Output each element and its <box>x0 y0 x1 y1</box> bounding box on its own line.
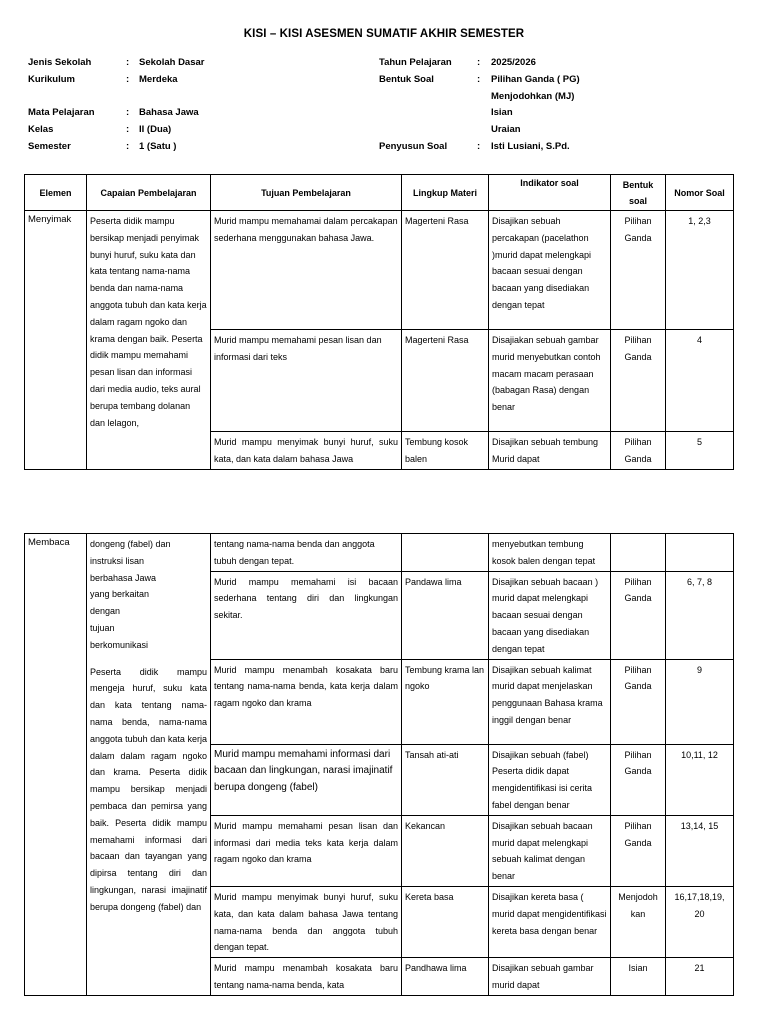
value-kurikulum: Merdeka <box>139 74 178 85</box>
nomor-cell: 21 <box>666 958 734 996</box>
colon: : <box>126 107 130 118</box>
bentuk-cell: Pilihan Ganda <box>611 571 666 659</box>
label-penyusun-soal: Penyusun Soal <box>379 141 448 152</box>
colon: : <box>477 74 481 85</box>
indikator-cell: Disajikan sebuah bacaan murid dapat melengkapi sebuah kalimat dengan benar <box>489 815 611 886</box>
tujuan-cell: Murid mampu menyimak bunyi huruf, suku kata, dan kata dalam bahasa Jawa tentang nama-nama benda dan anggota tubuh dengan tepat. <box>211 886 402 957</box>
colon: : <box>126 141 130 152</box>
table-row <box>25 211 734 330</box>
header-bentuk: Bentuk soal <box>611 175 666 211</box>
label-kelas: Kelas <box>28 124 54 135</box>
tujuan-cell: Murid mampu memahami isi bacaan sederhana tentang diri dan lingkungan sekitar. <box>211 571 402 659</box>
lingkup-cell: Tembung kosok balen <box>402 432 489 470</box>
lingkup-cell: Pandawa lima <box>402 571 489 659</box>
colon: : <box>477 141 481 152</box>
document-title: KISI – KISI ASESMEN SUMATIF AKHIR SEMESTER <box>243 28 525 40</box>
value-mata-pelajaran: Bahasa Jawa <box>139 107 199 118</box>
value-tahun-pelajaran: 2025/2026 <box>491 57 536 68</box>
tujuan-cell: Murid mampu memahami informasi dari bacaan dan lingkungan, narasi imajinatif berupa dongeng (fabel) <box>211 744 402 815</box>
table-header-row <box>25 175 734 211</box>
header-capaian: Capaian Pembelajaran <box>87 175 211 211</box>
nomor-cell: 13,14, 15 <box>666 815 734 886</box>
nomor-cell <box>666 534 734 572</box>
indikator-cell: Disajikan sebuah kalimat murid dapat menjelaskan penggunaan Bahasa krama inggil dengan benar <box>489 659 611 744</box>
nomor-cell: 16,17,18,19, 20 <box>666 886 734 957</box>
bentuk-cell: Pilihan Ganda <box>611 744 666 815</box>
tujuan-cell: Murid mampu memahami pesan lisan dan informasi dari teks <box>211 330 402 432</box>
nomor-cell: 4 <box>666 330 734 432</box>
label-bentuk-soal: Bentuk Soal <box>379 74 434 85</box>
nomor-cell: 10,11, 12 <box>666 744 734 815</box>
kisi-table-page-1 <box>24 174 734 470</box>
indikator-cell: Disajikan sebuah bacaan ) murid dapat melengkapi bacaan sesuai dengan bacaan yang disediakan dengan tepat <box>489 571 611 659</box>
value-bentuk-soal-uraian: Uraian <box>491 124 521 135</box>
nomor-cell: 1, 2,3 <box>666 211 734 330</box>
header-lingkup: Lingkup Materi <box>402 175 489 211</box>
bentuk-cell: Pilihan Ganda <box>611 330 666 432</box>
header-nomor: Nomor Soal <box>666 175 734 211</box>
value-bentuk-soal-pg: Pilihan Ganda ( PG) <box>491 74 580 85</box>
elemen-cell: Menyimak <box>25 211 87 470</box>
lingkup-cell: Magerteni Rasa <box>402 330 489 432</box>
header-tujuan: Tujuan Pembelajaran <box>211 175 402 211</box>
capaian-text-membaca: Peserta didik mampu mengeja huruf, suku kata dan kata tentang nama-nama benda, nama-nama anggota tubuh dan kata kerja dalam dalam ragam ngoko dan krama. Peserta didik mampu bersikap menjadi pembaca dan pemirsa yang baik. Peserta didik mampu memahami informasi dari bacaan dan tayangan yang dipirsa tentang diri dan lingkungan, narasi imajinatif berupa dongeng (fabel) dan <box>90 666 207 912</box>
capaian-cell <box>87 534 211 996</box>
header-elemen: Elemen <box>25 175 87 211</box>
indikator-cell: Disajiakan sebuah gambar murid menyebutkan contoh macam macam perasaan (babagan Rasa) dengan benar <box>489 330 611 432</box>
tujuan-cell: Murid mampu memahami pesan lisan dan informasi dari media teks kata kerja dalam ragam ngoko dan krama <box>211 815 402 886</box>
value-semester: 1 (Satu ) <box>139 141 177 152</box>
bentuk-cell <box>611 534 666 572</box>
label-mata-pelajaran: Mata Pelajaran <box>28 107 95 118</box>
value-bentuk-soal-mj: Menjodohkan (MJ) <box>491 91 575 102</box>
colon: : <box>126 74 130 85</box>
label-kurikulum: Kurikulum <box>28 74 75 85</box>
tujuan-cell: Murid mampu menambah kosakata baru tentang nama-nama benda, kata kerja dalam ragam ngoko dan krama <box>211 659 402 744</box>
tujuan-cell: Murid mampu menambah kosakata baru tentang nama-nama benda, kata <box>211 958 402 996</box>
bentuk-cell: Pilihan Ganda <box>611 432 666 470</box>
lingkup-cell: Kekancan <box>402 815 489 886</box>
colon: : <box>477 57 481 68</box>
indikator-cell: Disajikan sebuah (fabel) Peserta didik dapat mengidentifikasi isi cerita fabel dengan benar <box>489 744 611 815</box>
bentuk-cell: Pilihan Ganda <box>611 815 666 886</box>
kisi-table-page-2 <box>24 533 734 996</box>
capaian-text-continued: dongeng (fabel) dan instruksi lisan berbahasa Jawa yang berkaitan dengan tujuan berkomunikasi <box>90 539 171 650</box>
table-row <box>25 534 734 572</box>
elemen-cell: Membaca <box>25 534 87 996</box>
value-jenis-sekolah: Sekolah Dasar <box>139 57 205 68</box>
indikator-cell: Disajikan sebuah percakapan (pacelathon )murid dapat melengkapi bacaan sesuai dengan bacaan yang disediakan dengan tepat <box>489 211 611 330</box>
lingkup-cell: Pandhawa lima <box>402 958 489 996</box>
indikator-cell: Disajikan sebuah tembung Murid dapat <box>489 432 611 470</box>
value-penyusun-soal: Isti Lusiani, S.Pd. <box>491 141 570 152</box>
lingkup-cell: Magerteni Rasa <box>402 211 489 330</box>
bentuk-cell: Menjodoh kan <box>611 886 666 957</box>
lingkup-cell <box>402 534 489 572</box>
tujuan-cell: Murid mampu memahamai dalam percakapan sederhana menggunakan bahasa Jawa. <box>211 211 402 330</box>
nomor-cell: 5 <box>666 432 734 470</box>
label-jenis-sekolah: Jenis Sekolah <box>28 57 92 68</box>
nomor-cell: 9 <box>666 659 734 744</box>
label-tahun-pelajaran: Tahun Pelajaran <box>379 57 452 68</box>
indikator-cell: Disajikan sebuah gambar murid dapat <box>489 958 611 996</box>
indikator-cell: Disajikan kereta basa ( murid dapat mengidentifikasi kereta basa dengan benar <box>489 886 611 957</box>
bentuk-cell: Pilihan Ganda <box>611 211 666 330</box>
value-bentuk-soal-isian: Isian <box>491 107 513 118</box>
lingkup-cell: Tansah ati-ati <box>402 744 489 815</box>
value-kelas: II (Dua) <box>139 124 172 135</box>
capaian-cell: Peserta didik mampu bersikap menjadi penyimak bunyi huruf, suku kata dan kata tentang nama-nama benda dan nama-nama anggota tubuh dan kata kerja dalam ragam ngoko dan krama dengan baik. Peserta didik mampu memahami pesan lisan dan informasi dari media audio, teks aural berupa tembang dolanan dan lelagon, <box>87 211 211 470</box>
bentuk-cell: Isian <box>611 958 666 996</box>
colon: : <box>126 124 130 135</box>
header-indikator: Indikator soal <box>489 175 611 211</box>
bentuk-cell: Pilihan Ganda <box>611 659 666 744</box>
nomor-cell: 6, 7, 8 <box>666 571 734 659</box>
label-semester: Semester <box>28 141 71 152</box>
lingkup-cell: Tembung krama lan ngoko <box>402 659 489 744</box>
tujuan-cell: Murid mampu menyimak bunyi huruf, suku kata, dan kata dalam bahasa Jawa <box>211 432 402 470</box>
tujuan-cell: tentang nama-nama benda dan anggota tubuh dengan tepat. <box>211 534 402 572</box>
colon: : <box>126 57 130 68</box>
indikator-cell: menyebutkan tembung kosok balen dengan tepat <box>489 534 611 572</box>
lingkup-cell: Kereta basa <box>402 886 489 957</box>
